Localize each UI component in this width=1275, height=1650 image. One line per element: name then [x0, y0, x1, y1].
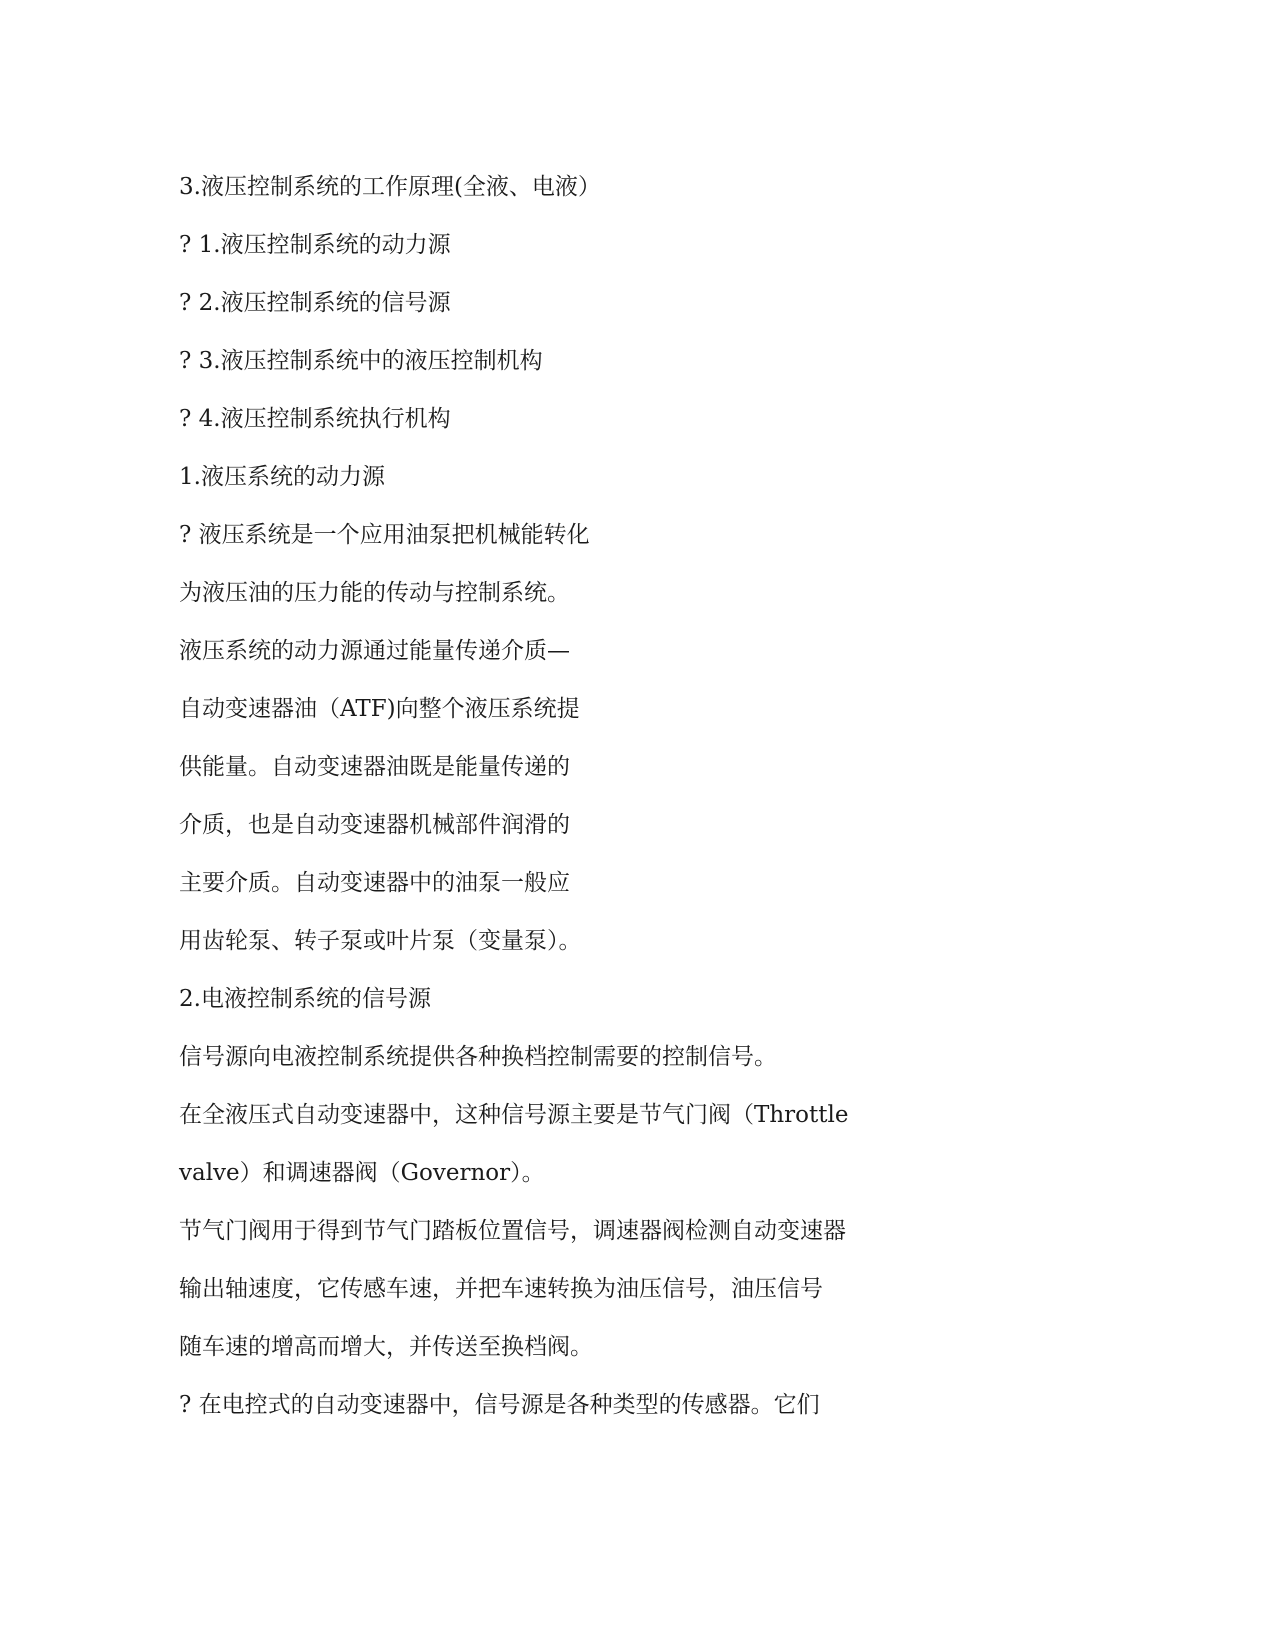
body-text-line: 信号源向电液控制系统提供各种换档控制需要的控制信号。 [179, 1044, 777, 1070]
subsection-heading: 2.电液控制系统的信号源 [179, 986, 431, 1012]
body-text-line: ? 液压系统是一个应用油泵把机械能转化 [179, 522, 590, 548]
section-heading: 3.液压控制系统的工作原理(全液、电液） [179, 174, 601, 200]
outline-item: ? 4.液压控制系统执行机构 [179, 406, 451, 432]
body-text-line: 为液压油的压力能的传动与控制系统。 [179, 580, 570, 606]
outline-item: ? 2.液压控制系统的信号源 [179, 290, 451, 316]
body-text-line: 随车速的增高而增大，并传送至换档阀。 [179, 1334, 593, 1360]
subsection-heading: 1.液压系统的动力源 [179, 464, 385, 490]
body-text-line: 主要介质。自动变速器中的油泵一般应 [179, 870, 570, 896]
body-text-line: 输出轴速度，它传感车速，并把车速转换为油压信号，油压信号 [179, 1276, 823, 1302]
outline-item: ? 3.液压控制系统中的液压控制机构 [179, 348, 543, 374]
body-text-line: 用齿轮泵、转子泵或叶片泵（变量泵）。 [179, 928, 582, 954]
body-text-line: 供能量。自动变速器油既是能量传递的 [179, 754, 570, 780]
body-text-line: ? 在电控式的自动变速器中，信号源是各种类型的传感器。它们 [179, 1392, 820, 1418]
body-text-line: 自动变速器油（ATF)向整个液压系统提 [179, 696, 580, 722]
body-text-line: 介质，也是自动变速器机械部件润滑的 [179, 812, 570, 838]
body-text-line: 节气门阀用于得到节气门踏板位置信号，调速器阀检测自动变速器 [179, 1218, 846, 1244]
body-text-line: 液压系统的动力源通过能量传递介质— [179, 638, 570, 664]
body-text-line: 在全液压式自动变速器中，这种信号源主要是节气门阀（Throttle [179, 1102, 849, 1128]
outline-item: ? 1.液压控制系统的动力源 [179, 232, 451, 258]
body-text-line: valve）和调速器阀（Governor）。 [179, 1160, 545, 1186]
